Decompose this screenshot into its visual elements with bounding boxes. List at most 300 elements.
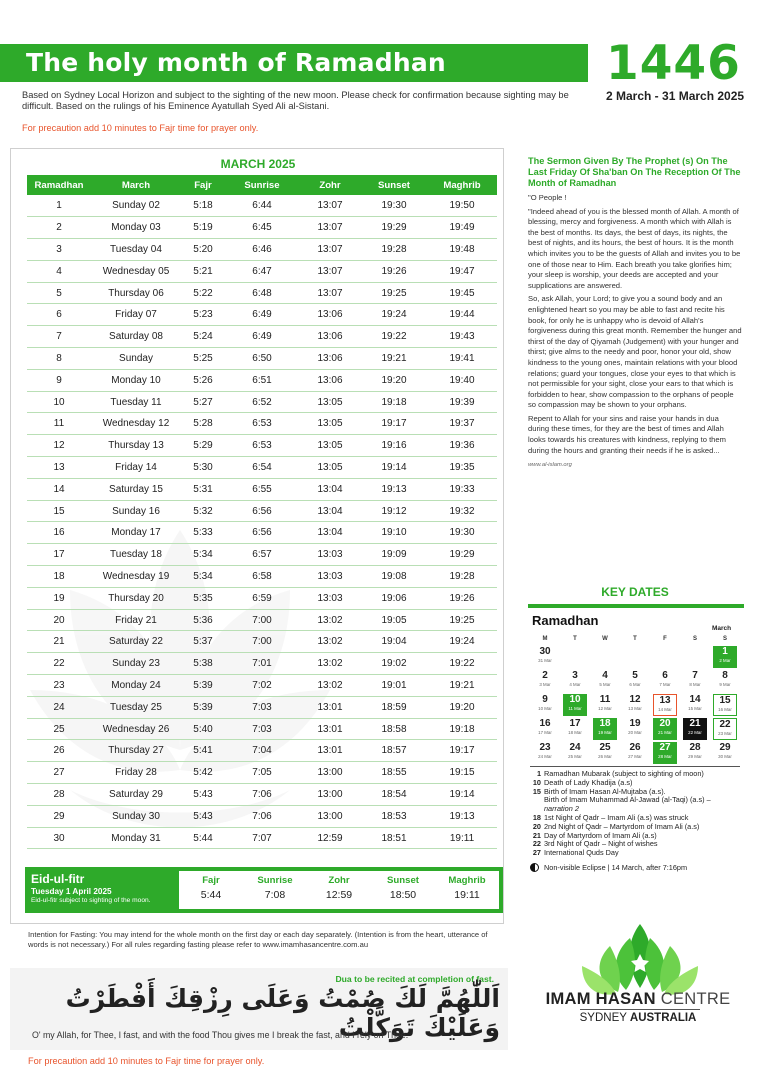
table-cell: 19:30 bbox=[361, 195, 427, 217]
table-cell: 23 bbox=[27, 675, 91, 697]
column-header: Zohr bbox=[299, 175, 361, 195]
table-cell: Saturday 29 bbox=[91, 784, 181, 806]
dua-box bbox=[10, 968, 508, 1050]
logo-name-light: CENTRE bbox=[655, 990, 731, 1008]
table-cell: 19 bbox=[27, 587, 91, 609]
table-cell: 7:00 bbox=[225, 609, 299, 631]
calendar-day bbox=[653, 718, 677, 740]
key-date-text: International Quds Day bbox=[544, 848, 619, 858]
table-cell: 13:04 bbox=[299, 500, 361, 522]
table-cell: 15 bbox=[27, 500, 91, 522]
table-cell: 13:07 bbox=[299, 282, 361, 304]
table-cell: 20 bbox=[27, 609, 91, 631]
calendar-day-number: 22 bbox=[719, 719, 731, 730]
table-cell: 5:24 bbox=[181, 326, 225, 348]
table-cell: 5:19 bbox=[181, 217, 225, 239]
table-cell: 6:53 bbox=[225, 435, 299, 457]
table-cell: 6:45 bbox=[225, 217, 299, 239]
table-cell: 18:58 bbox=[361, 718, 427, 740]
table-cell: 19:48 bbox=[427, 239, 497, 261]
ramadhan-calendar bbox=[530, 636, 740, 765]
table-cell: 12:59 bbox=[299, 827, 361, 849]
table-cell: 19:06 bbox=[361, 587, 427, 609]
calendar-day-gregorian: 30 Mar bbox=[718, 754, 732, 759]
table-cell: 6:56 bbox=[225, 522, 299, 544]
key-date-text: 2nd Night of Qadr – Martyrdom of Imam Ali (a.s) bbox=[544, 821, 700, 831]
calendar-weekday: F bbox=[663, 636, 667, 642]
table-cell: 5:25 bbox=[181, 348, 225, 370]
eid-box bbox=[25, 867, 503, 913]
timetable-body bbox=[27, 195, 497, 849]
table-cell: 29 bbox=[27, 805, 91, 827]
table-cell: 13:02 bbox=[299, 675, 361, 697]
table-cell: Thursday 06 bbox=[91, 282, 181, 304]
calendar-day-gregorian: 24 Mar bbox=[538, 754, 552, 759]
title-banner bbox=[0, 44, 588, 82]
calendar-day bbox=[680, 693, 710, 717]
table-cell: 13 bbox=[27, 457, 91, 479]
eid-label: Maghrib bbox=[448, 875, 486, 886]
table-cell: 13:07 bbox=[299, 260, 361, 282]
logo-subtitle bbox=[540, 1012, 736, 1024]
table-cell: Monday 10 bbox=[91, 369, 181, 391]
precaution-note-bottom: For precaution add 10 minutes to Fajr time for prayer only. bbox=[28, 1056, 265, 1066]
table-cell: 24 bbox=[27, 696, 91, 718]
eid-times bbox=[179, 871, 499, 909]
table-cell: 19:49 bbox=[427, 217, 497, 239]
calendar-day-number: 3 bbox=[572, 670, 578, 681]
calendar-day bbox=[590, 693, 620, 717]
table-cell: 19:12 bbox=[361, 500, 427, 522]
calendar-week bbox=[530, 693, 740, 717]
precaution-note-top: For precaution add 10 minutes to Fajr time for prayer only. bbox=[22, 123, 259, 133]
calendar-day-number: 23 bbox=[539, 742, 551, 753]
calendar-week bbox=[530, 669, 740, 693]
table-cell: 30 bbox=[27, 827, 91, 849]
eid-label: Zohr bbox=[328, 875, 350, 886]
calendar-day-number: 9 bbox=[542, 694, 548, 705]
table-cell: 7:07 bbox=[225, 827, 299, 849]
calendar-day-number: 12 bbox=[629, 694, 641, 705]
table-cell: 7:03 bbox=[225, 718, 299, 740]
table-cell: 19:40 bbox=[427, 369, 497, 391]
calendar-day bbox=[530, 669, 560, 693]
table-cell: 13:02 bbox=[299, 653, 361, 675]
eid-value: 12:59 bbox=[325, 889, 353, 901]
table-cell: 19:29 bbox=[361, 217, 427, 239]
table-row bbox=[27, 522, 497, 544]
table-cell: Tuesday 11 bbox=[91, 391, 181, 413]
calendar-day-number: 4 bbox=[602, 670, 608, 681]
table-cell: 3 bbox=[27, 239, 91, 261]
calendar-day-gregorian: 26 Mar bbox=[598, 754, 612, 759]
table-cell: 5:34 bbox=[181, 544, 225, 566]
sermon-title: The Sermon Given By The Prophet (s) On The Last Friday Of Sha'ban On The Reception Of The Month of Ramadhan bbox=[528, 156, 741, 188]
table-row bbox=[27, 260, 497, 282]
table-cell: Tuesday 25 bbox=[91, 696, 181, 718]
calendar-day-gregorian: 7 Mar bbox=[659, 682, 671, 687]
table-cell: 7 bbox=[27, 326, 91, 348]
table-cell: 7:02 bbox=[225, 675, 299, 697]
table-cell: 19:18 bbox=[427, 718, 497, 740]
key-dates-divider bbox=[528, 604, 744, 608]
table-cell: Friday 07 bbox=[91, 304, 181, 326]
table-cell: 19:18 bbox=[361, 391, 427, 413]
calendar-day-gregorian: 25 Mar bbox=[568, 754, 582, 759]
calendar-day-gregorian: 21 Mar bbox=[658, 730, 672, 735]
calendar-day-gregorian: 28 Mar bbox=[658, 754, 672, 759]
table-cell: 7:06 bbox=[225, 784, 299, 806]
table-cell: 5:31 bbox=[181, 478, 225, 500]
calendar-day-number: 26 bbox=[629, 742, 641, 753]
table-cell: 19:35 bbox=[427, 457, 497, 479]
table-cell: 5:21 bbox=[181, 260, 225, 282]
table-cell: 19:25 bbox=[427, 609, 497, 631]
table-cell: Wednesday 19 bbox=[91, 566, 181, 588]
calendar-day bbox=[560, 645, 590, 669]
key-date-day: 21 bbox=[532, 830, 541, 840]
calendar-day-gregorian: 14 Mar bbox=[658, 707, 672, 712]
table-cell: 19:13 bbox=[427, 805, 497, 827]
table-cell: 6:46 bbox=[225, 239, 299, 261]
calendar-month: March bbox=[712, 625, 732, 632]
table-cell: 13:03 bbox=[299, 544, 361, 566]
calendar-day-gregorian: 29 Mar bbox=[688, 754, 702, 759]
table-cell: 13:07 bbox=[299, 217, 361, 239]
table-cell: Sunday 23 bbox=[91, 653, 181, 675]
calendar-day-number: 13 bbox=[659, 695, 671, 706]
table-cell: Thursday 13 bbox=[91, 435, 181, 457]
table-cell: 5:34 bbox=[181, 566, 225, 588]
key-date-text: 1st Night of Qadr – Imam Ali (a.s) was struck bbox=[544, 812, 689, 822]
key-date-text: Birth of Imam Muhammad Al-Jawad (al-Taqi) (a.s) – bbox=[544, 795, 711, 805]
table-cell: 19:50 bbox=[427, 195, 497, 217]
calendar-day-number: 8 bbox=[722, 670, 728, 681]
logo-name-bold: IMAM HASAN bbox=[545, 990, 656, 1008]
table-cell: 19:25 bbox=[361, 282, 427, 304]
calendar-day-gregorian: 6 Mar bbox=[629, 682, 641, 687]
table-cell: 5:33 bbox=[181, 522, 225, 544]
timetable-table bbox=[27, 175, 497, 849]
table-cell: 27 bbox=[27, 762, 91, 784]
table-row bbox=[27, 369, 497, 391]
table-cell: 13:00 bbox=[299, 805, 361, 827]
table-cell: 18:55 bbox=[361, 762, 427, 784]
table-cell: 5:22 bbox=[181, 282, 225, 304]
table-cell: 13:07 bbox=[299, 239, 361, 261]
column-header: Ramadhan bbox=[27, 175, 91, 195]
eid-zohr bbox=[307, 871, 371, 901]
calendar-day-number: 29 bbox=[719, 742, 731, 753]
eclipse-legend bbox=[530, 863, 744, 872]
calendar-day bbox=[620, 669, 650, 693]
calendar-weekday: T bbox=[573, 636, 577, 642]
calendar-day-number: 7 bbox=[692, 670, 698, 681]
table-cell: 6:49 bbox=[225, 326, 299, 348]
key-items bbox=[530, 770, 744, 858]
table-cell: 19:29 bbox=[427, 544, 497, 566]
column-header: March bbox=[91, 175, 181, 195]
table-cell: 19:39 bbox=[427, 391, 497, 413]
table-cell: 5:40 bbox=[181, 718, 225, 740]
table-cell: 19:26 bbox=[427, 587, 497, 609]
logo-sub-light: SYDNEY bbox=[579, 1012, 630, 1024]
table-cell: Tuesday 18 bbox=[91, 544, 181, 566]
table-cell: 19:26 bbox=[361, 260, 427, 282]
table-cell: 13:02 bbox=[299, 609, 361, 631]
table-cell: 13:06 bbox=[299, 326, 361, 348]
calendar-day bbox=[650, 669, 680, 693]
calendar-day-gregorian: 2 Mar bbox=[719, 658, 731, 663]
table-cell: 13:05 bbox=[299, 457, 361, 479]
calendar-day-gregorian: 10 Mar bbox=[538, 706, 552, 711]
table-cell: 18:59 bbox=[361, 696, 427, 718]
sermon-section bbox=[528, 156, 742, 468]
column-header: Fajr bbox=[181, 175, 225, 195]
table-cell: 6:48 bbox=[225, 282, 299, 304]
calendar-day-gregorian: 11 Mar bbox=[568, 706, 582, 711]
calendar-day bbox=[590, 645, 620, 669]
table-cell: 19:04 bbox=[361, 631, 427, 653]
table-cell: 19:13 bbox=[361, 478, 427, 500]
table-cell: 6:50 bbox=[225, 348, 299, 370]
intro-text: Based on Sydney Local Horizon and subject to the sighting of the new moon. Please check for confirmation because sighting may be difficult. Based on the rulings of his Eminence Ayatullah Syed Ali al-Sistani. bbox=[22, 90, 569, 111]
table-cell: 4 bbox=[27, 260, 91, 282]
calendar-day-gregorian: 4 Mar bbox=[569, 682, 581, 687]
table-cell: 6:55 bbox=[225, 478, 299, 500]
table-row bbox=[27, 457, 497, 479]
table-cell: 6:49 bbox=[225, 304, 299, 326]
table-cell: Friday 28 bbox=[91, 762, 181, 784]
table-cell: 19:09 bbox=[361, 544, 427, 566]
table-cell: 19:20 bbox=[361, 369, 427, 391]
table-row bbox=[27, 391, 497, 413]
dua-title: Dua to be recited at completion of fast. bbox=[335, 974, 494, 984]
table-cell: 19:22 bbox=[361, 326, 427, 348]
table-cell: 5:30 bbox=[181, 457, 225, 479]
table-cell: 5:42 bbox=[181, 762, 225, 784]
calendar-day bbox=[563, 694, 587, 716]
dua-english: O' my Allah, for Thee, I fast, and with the food Thou gives me I break the fast, and I rely on Thee. bbox=[32, 1030, 409, 1040]
table-cell: Wednesday 05 bbox=[91, 260, 181, 282]
month-title: MARCH 2025 bbox=[220, 157, 296, 171]
eid-value: 5:44 bbox=[200, 889, 222, 901]
calendar-day-gregorian: 23 Mar bbox=[718, 731, 732, 736]
calendar-day-number: 18 bbox=[599, 718, 611, 729]
calendar-day-gregorian: 16 Mar bbox=[718, 707, 732, 712]
table-cell: 13:02 bbox=[299, 631, 361, 653]
key-date-day: 15 bbox=[532, 786, 541, 796]
table-row bbox=[27, 413, 497, 435]
eid-value: 18:50 bbox=[389, 889, 417, 901]
table-cell: 7:00 bbox=[225, 631, 299, 653]
table-row bbox=[27, 348, 497, 370]
table-row bbox=[27, 740, 497, 762]
sermon-source: www.al-islam.org bbox=[528, 462, 572, 469]
calendar-day-gregorian: 13 Mar bbox=[628, 706, 642, 711]
table-row bbox=[27, 217, 497, 239]
table-row bbox=[27, 784, 497, 806]
eid-value: 7:08 bbox=[264, 889, 286, 901]
table-cell: 9 bbox=[27, 369, 91, 391]
table-cell: 19:32 bbox=[427, 500, 497, 522]
table-cell: 5 bbox=[27, 282, 91, 304]
table-cell: 18:54 bbox=[361, 784, 427, 806]
table-row bbox=[27, 478, 497, 500]
table-cell: 5:44 bbox=[181, 827, 225, 849]
table-cell: Monday 31 bbox=[91, 827, 181, 849]
table-cell: 13:07 bbox=[299, 195, 361, 217]
table-cell: 12 bbox=[27, 435, 91, 457]
calendar-day bbox=[680, 741, 710, 765]
eid-maghrib bbox=[435, 871, 499, 901]
column-header: Sunset bbox=[361, 175, 427, 195]
table-cell: 13:03 bbox=[299, 587, 361, 609]
table-cell: 17 bbox=[27, 544, 91, 566]
table-row bbox=[27, 239, 497, 261]
calendar-week bbox=[530, 717, 740, 741]
calendar-day-number: 20 bbox=[659, 718, 671, 729]
table-cell: 13:03 bbox=[299, 566, 361, 588]
calendar-day-gregorian: 31 Mar bbox=[538, 658, 552, 663]
sermon-greeting: "O People ! bbox=[528, 193, 567, 202]
key-date-day: 10 bbox=[532, 777, 541, 787]
calendar-day bbox=[650, 645, 680, 669]
column-header: Sunrise bbox=[225, 175, 299, 195]
eclipse-icon bbox=[530, 863, 539, 872]
table-row bbox=[27, 696, 497, 718]
table-cell: 19:28 bbox=[427, 566, 497, 588]
table-cell: 5:37 bbox=[181, 631, 225, 653]
table-cell: 5:18 bbox=[181, 195, 225, 217]
calendar-weekday: M bbox=[542, 636, 548, 642]
table-cell: 19:15 bbox=[427, 762, 497, 784]
table-cell: 5:26 bbox=[181, 369, 225, 391]
calendar-day-number: 1 bbox=[722, 646, 728, 657]
table-row bbox=[27, 195, 497, 217]
table-cell: 19:21 bbox=[361, 348, 427, 370]
table-cell: 19:01 bbox=[361, 675, 427, 697]
eid-sunset bbox=[371, 871, 435, 901]
table-cell: 19:44 bbox=[427, 304, 497, 326]
table-cell: 13:05 bbox=[299, 391, 361, 413]
table-cell: 6:51 bbox=[225, 369, 299, 391]
key-date-day: 20 bbox=[532, 821, 541, 831]
calendar-day-gregorian: 9 Mar bbox=[719, 682, 731, 687]
table-cell: 18:51 bbox=[361, 827, 427, 849]
table-cell: 7:03 bbox=[225, 696, 299, 718]
table-row bbox=[27, 827, 497, 849]
table-cell: 13:06 bbox=[299, 348, 361, 370]
calendar-divider bbox=[530, 766, 740, 767]
table-cell: 7:04 bbox=[225, 740, 299, 762]
table-cell: 6:44 bbox=[225, 195, 299, 217]
table-row bbox=[27, 718, 497, 740]
table-cell: 5:23 bbox=[181, 304, 225, 326]
calendar-day-number: 25 bbox=[599, 742, 611, 753]
table-cell: 5:39 bbox=[181, 696, 225, 718]
key-date-text: Birth of Imam Hasan Al-Mujtaba (a.s). bbox=[544, 786, 666, 796]
table-cell: 19:36 bbox=[427, 435, 497, 457]
table-cell: 19:47 bbox=[427, 260, 497, 282]
table-cell: 18 bbox=[27, 566, 91, 588]
calendar-day-number: 5 bbox=[632, 670, 638, 681]
table-cell: 19:24 bbox=[427, 631, 497, 653]
calendar-day-number: 14 bbox=[689, 694, 701, 705]
table-cell: 19:14 bbox=[427, 784, 497, 806]
eid-fajr bbox=[179, 871, 243, 901]
table-cell: 19:24 bbox=[361, 304, 427, 326]
calendar-day bbox=[710, 669, 740, 693]
calendar-day bbox=[590, 741, 620, 765]
key-date-day: 18 bbox=[532, 812, 541, 822]
key-date-day: 27 bbox=[532, 848, 541, 858]
table-cell: 5:43 bbox=[181, 805, 225, 827]
table-cell: 8 bbox=[27, 348, 91, 370]
eid-label: Fajr bbox=[202, 875, 220, 886]
table-cell: Sunday bbox=[91, 348, 181, 370]
eid-label: Sunrise bbox=[257, 875, 293, 886]
table-cell: 19:16 bbox=[361, 435, 427, 457]
table-row bbox=[27, 304, 497, 326]
table-row bbox=[27, 805, 497, 827]
calendar-day bbox=[620, 645, 650, 669]
calendar-day-number: 28 bbox=[689, 742, 701, 753]
key-date-day: 22 bbox=[532, 839, 541, 849]
calendar-day bbox=[710, 741, 740, 765]
table-cell: Tuesday 04 bbox=[91, 239, 181, 261]
calendar-day-number: 16 bbox=[539, 718, 551, 729]
column-header: Maghrib bbox=[427, 175, 497, 195]
table-cell: 19:37 bbox=[427, 413, 497, 435]
table-cell: 5:43 bbox=[181, 784, 225, 806]
table-cell: 6:56 bbox=[225, 500, 299, 522]
table-cell: 6:59 bbox=[225, 587, 299, 609]
table-cell: 13:00 bbox=[299, 784, 361, 806]
table-cell: 6:58 bbox=[225, 566, 299, 588]
calendar-day bbox=[560, 741, 590, 765]
calendar-day-number: 27 bbox=[659, 742, 671, 753]
calendar-day-gregorian: 19 Mar bbox=[598, 730, 612, 735]
calendar-day bbox=[653, 694, 677, 716]
table-cell: 5:29 bbox=[181, 435, 225, 457]
table-cell: 13:01 bbox=[299, 696, 361, 718]
calendar-day bbox=[560, 717, 590, 741]
calendar-day-gregorian: 8 Mar bbox=[689, 682, 701, 687]
table-cell: 28 bbox=[27, 784, 91, 806]
calendar-day-gregorian: 17 Mar bbox=[538, 730, 552, 735]
table-cell: 11 bbox=[27, 413, 91, 435]
table-cell: Thursday 20 bbox=[91, 587, 181, 609]
table-cell: 10 bbox=[27, 391, 91, 413]
calendar-day bbox=[620, 693, 650, 717]
page-title: The holy month of Ramadhan bbox=[26, 48, 446, 77]
calendar-day-number: 24 bbox=[569, 742, 581, 753]
calendar-weekday: W bbox=[602, 636, 608, 642]
table-row bbox=[27, 609, 497, 631]
table-cell: 16 bbox=[27, 522, 91, 544]
table-cell: Saturday 22 bbox=[91, 631, 181, 653]
table-cell: 13:05 bbox=[299, 413, 361, 435]
table-cell: Sunday 30 bbox=[91, 805, 181, 827]
table-cell: 1 bbox=[27, 195, 91, 217]
table-row bbox=[27, 653, 497, 675]
table-cell: 19:45 bbox=[427, 282, 497, 304]
table-cell: 19:08 bbox=[361, 566, 427, 588]
calendar-day bbox=[560, 669, 590, 693]
table-row bbox=[27, 566, 497, 588]
key-date-text: narration 2 bbox=[544, 804, 579, 814]
